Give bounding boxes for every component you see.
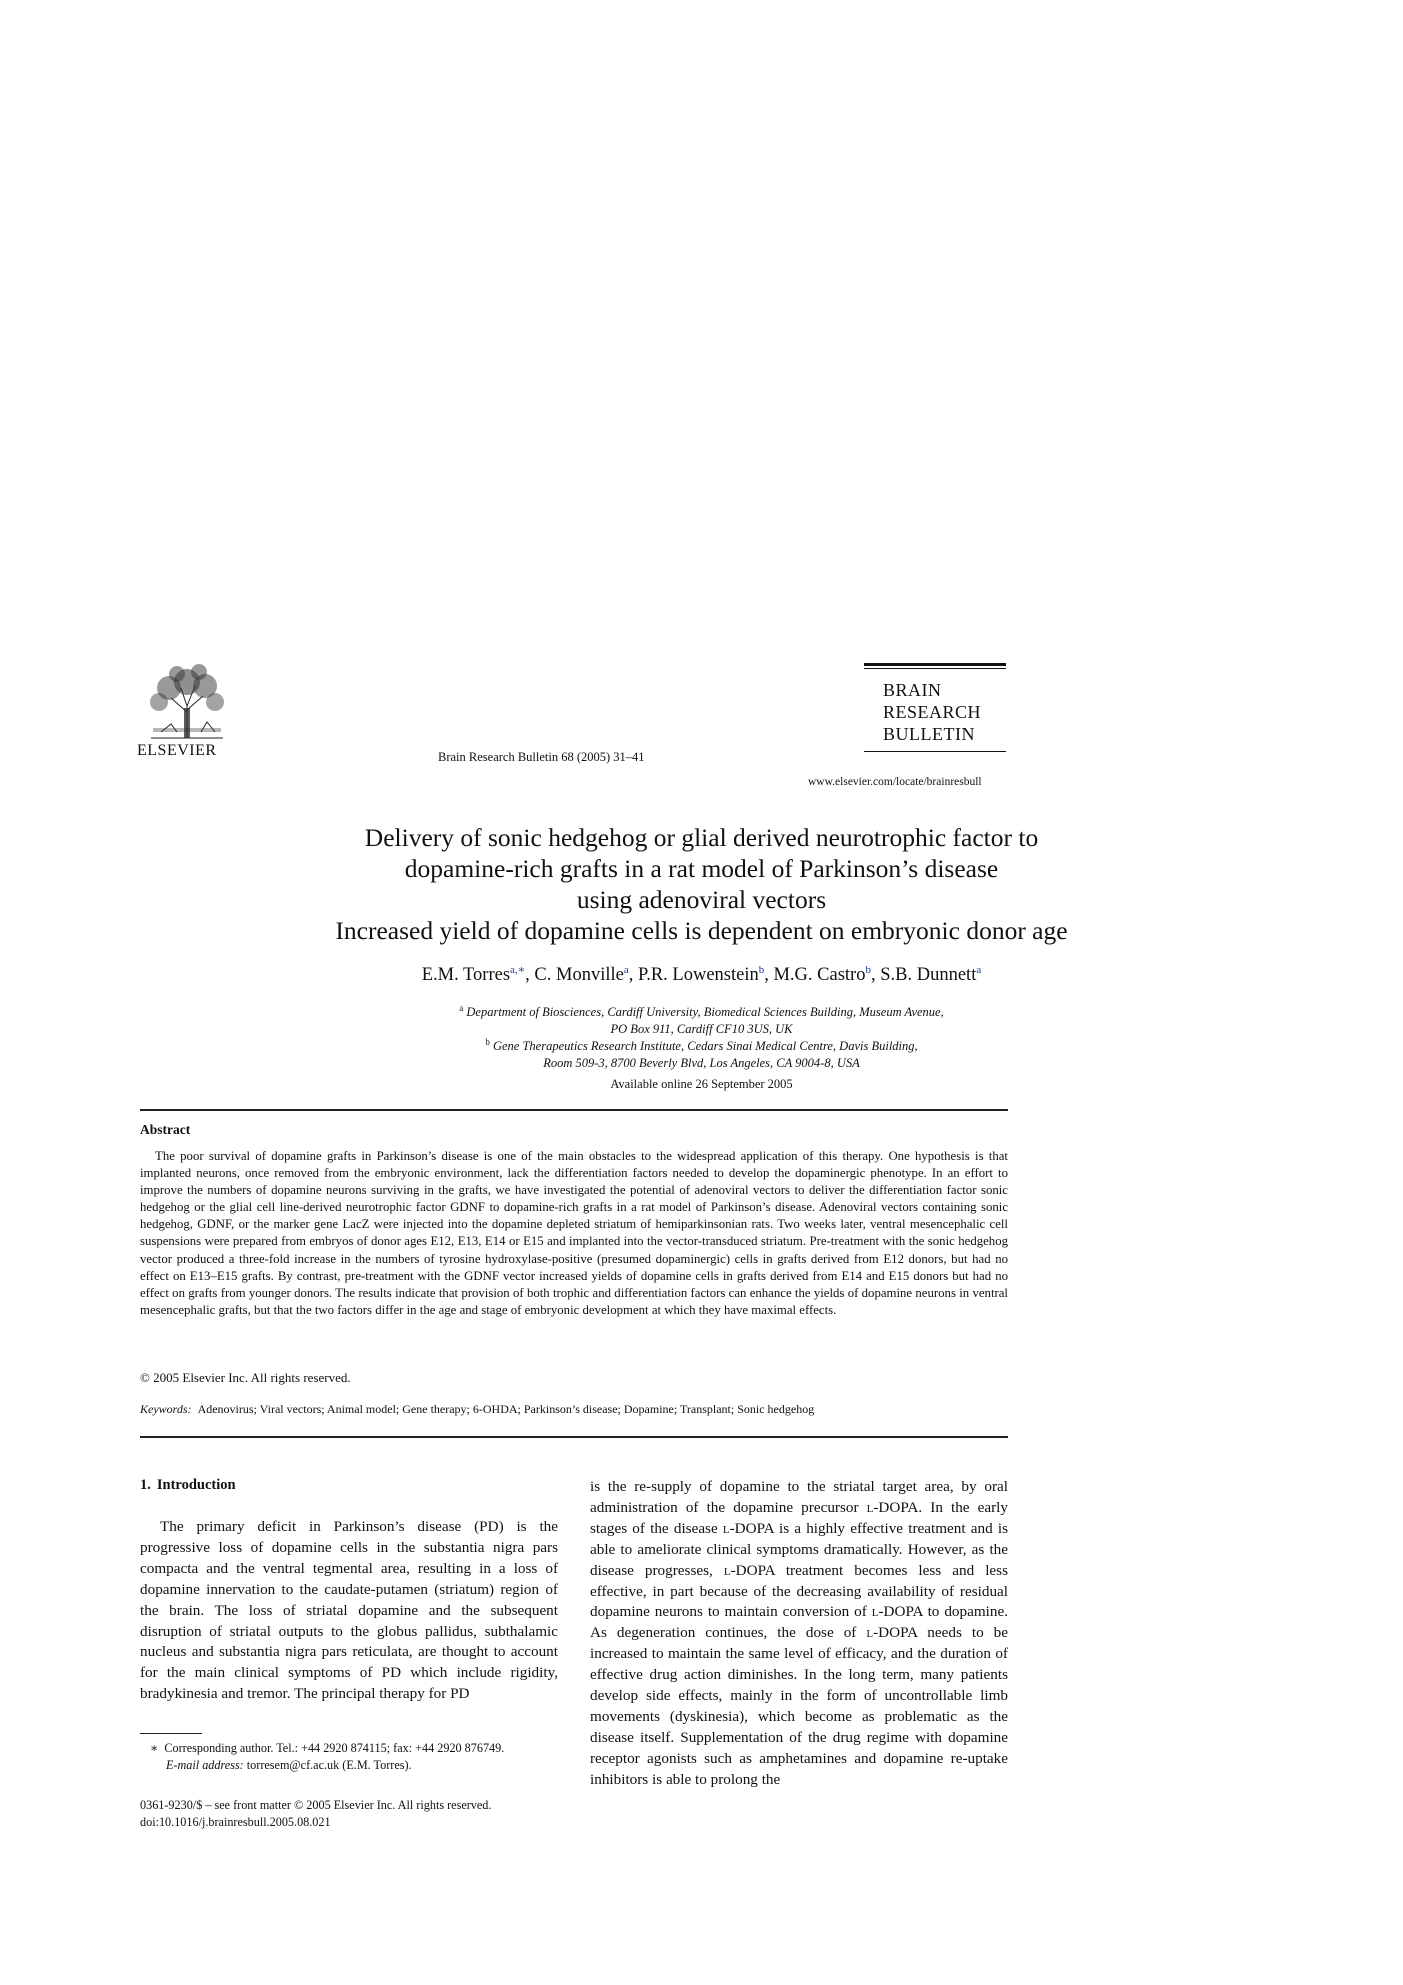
author-name: S.B. Dunnett: [880, 965, 977, 985]
body-text-right-column: is the re-supply of dopamine to the striatal target area, by oral administration of the dopamine precursor l-DOPA. In the early stages of the disease l-DOPA is a highly effective treatment and is able to ameliorate clinical symptoms dramatically. However, as the disease progresses, l-DOPA treatment becomes less and less effective, in part because of the decreasing availability of residual dopamine neurons to maintain conversion of l-DOPA to dopamine. As degeneration continues, the dose of l-DOPA needs to be increased to maintain the same level of efficacy, and the duration of effective drug action diminishes. In the long term, many patients develop side effects, mainly in the form of uncontrollable limb movements (dyskinesia), which become as problematic as the disease itself. Supplementation of the drug regime with dopamine receptor agonists such as amphetamines and dopamine re-uptake inhibitors is able to prolong the: [590, 1478, 1009, 1788]
elsevier-tree-icon: [141, 662, 233, 740]
section-divider: [140, 1436, 1008, 1438]
drug-name: l: [866, 1624, 874, 1642]
section-divider: [140, 1109, 1008, 1111]
drug-name: l: [723, 1561, 731, 1579]
author-name: P.R. Lowenstein: [637, 965, 759, 985]
author-separator: ,: [628, 965, 638, 985]
drug-name: l: [871, 1603, 879, 1621]
journal-title-line: RESEARCH: [883, 702, 982, 722]
journal-masthead: [864, 663, 1006, 752]
email-label: E-mail address:: [166, 1757, 244, 1772]
doi-line[interactable]: doi:10.1016/j.brainresbull.2005.08.021: [140, 1815, 331, 1829]
author-name: E.M. Torres: [421, 965, 511, 985]
footnote-text: Corresponding author. Tel.: +44 2920 874115; fax: +44 2920 876749.: [164, 1741, 505, 1755]
author-affiliation-mark[interactable]: a,∗: [510, 963, 526, 976]
author-separator: ,: [525, 965, 535, 985]
affiliation-text: Department of Biosciences, Cardiff University, Biomedical Sciences Building, Museum Avenue,: [466, 1005, 944, 1019]
issn-line: 0361-9230/$ – see front matter © 2005 Elsevier Inc. All rights reserved.: [140, 1798, 492, 1812]
body-text-left-column: The primary deficit in Parkinson’s disease (PD) is the progressive loss of dopamine cells in the substantia nigra pars compacta and the ventral tegmental area, resulting in a loss of dopamine innervation to the caudate-putamen (striatum) region of the brain. The loss of striatal dopamine and the subsequent disruption of striatal outputs to the globus pallidus, subthalamic nucleus and substantia nigra pars reticulata, are thought to account for the main clinical symptoms of PD which include rigidity, bradykinesia and tremor. The principal therapy for PD: [140, 1518, 558, 1703]
author-affiliation-mark[interactable]: a: [623, 963, 629, 976]
corresponding-author-footnote: [140, 1740, 570, 1773]
footnote-rule: [140, 1733, 202, 1734]
masthead-rule: [864, 751, 1006, 752]
author-affiliation-mark[interactable]: a: [976, 963, 982, 976]
author-name: M.G. Castro: [773, 965, 866, 985]
author-name: C. Monville: [534, 965, 624, 985]
drug-name: l: [866, 1498, 874, 1516]
abstract-text: The poor survival of dopamine grafts in Parkinson’s disease is one of the main obstacles to the widespread application of this therapy. One hypothesis is that implanted neurons, once removed from the embryonic environment, lack the differentiation factors needed to develop the dopaminergic phenotype. In an effort to improve the numbers of dopamine neurons surviving in the grafts, we have investigated the potential of adenoviral vectors to deliver the differentiation factor sonic hedgehog or the glial cell line-derived neurotrophic factor GDNF to dopamine-rich grafts in a rat model of Parkinson’s disease. Adenoviral vectors containing sonic hedgehog, GDNF, or the marker gene LacZ were injected into the dopamine depleted striatum of hemiparkinsonian rats. Two weeks later, ventral mesencephalic cell suspensions were prepared from embryos of donor ages E12, E13, E14 or E15 and implanted into the vector-transduced striatum. Pre-treatment with the sonic hedgehog vector produced a three-fold increase in the numbers of tyrosine hydroxylase-positive (presumed dopaminergic) cells in grafts derived from E12 donors, but had no effect on E13–E15 grafts. By contrast, pre-treatment with the GDNF vector increased yields of dopamine cells in grafts derived from E14 and E15 donors but had no effect on grafts from younger donors. The results indicate that provision of both trophic and differentiation factors can enhance the yields of dopamine neurons in ventral mesencephalic grafts, but that the two factors differ in the age and stage of embryonic development at which they have maximal effects.: [140, 1149, 1008, 1317]
affiliation-mark: a: [459, 1002, 464, 1013]
drug-name: l: [722, 1519, 730, 1537]
abstract-heading: Abstract: [140, 1122, 191, 1137]
affiliation-text: PO Box 911, Cardiff CF10 3US, UK: [610, 1022, 793, 1036]
journal-url[interactable]: www.elsevier.com/locate/brainresbull: [808, 776, 982, 788]
affiliation-text: Gene Therapeutics Research Institute, Cedars Sinai Medical Centre, Davis Building,: [492, 1039, 918, 1053]
title-line: using adenoviral vectors: [576, 885, 827, 914]
keywords-label: Keywords:: [140, 1402, 192, 1416]
keywords: [140, 1402, 814, 1417]
journal-title-line: BULLETIN: [883, 724, 975, 744]
section-title: Introduction: [156, 1477, 236, 1493]
author-separator: ,: [764, 965, 774, 985]
affiliations: [120, 1004, 1283, 1072]
publisher-name: ELSEVIER: [137, 742, 217, 759]
affiliation-text: Room 509-3, 8700 Beverly Blvd, Los Angeles, CA 9004-8, USA: [543, 1056, 860, 1070]
masthead-rule: [864, 663, 1006, 666]
author-affiliation-mark[interactable]: b: [758, 963, 765, 976]
title-line: dopamine-rich grafts in a rat model of Parkinson’s disease: [404, 854, 999, 883]
available-online-date: Available online 26 September 2005: [610, 1077, 793, 1091]
affiliation-mark: b: [485, 1036, 490, 1047]
keywords-text: Adenovirus; Viral vectors; Animal model; Gene therapy; 6-OHDA; Parkinson’s disease; Dopamine; Transplant; Sonic hedgehog: [197, 1402, 815, 1416]
title-line: Delivery of sonic hedgehog or glial derived neurotrophic factor to: [364, 823, 1039, 852]
section-number: 1.: [140, 1477, 151, 1493]
email-address[interactable]: torresem@cf.ac.uk (E.M. Torres).: [246, 1757, 412, 1772]
author-affiliation-mark[interactable]: b: [865, 963, 871, 976]
article-metadata: [140, 1797, 491, 1831]
journal-citation: Brain Research Bulletin 68 (2005) 31–41: [438, 750, 645, 764]
section-heading: [140, 1477, 242, 1494]
author-separator: ,: [870, 965, 881, 985]
footnote-mark: ∗: [150, 1741, 159, 1755]
journal-title-line: BRAIN: [883, 680, 942, 700]
subtitle-line: Increased yield of dopamine cells is dependent on embryonic donor age: [335, 916, 1068, 945]
article-title: [120, 822, 1283, 946]
copyright-notice: © 2005 Elsevier Inc. All rights reserved.: [140, 1370, 351, 1385]
masthead-rule: [864, 668, 1006, 669]
author-list: [120, 965, 1283, 986]
publisher-logo: [137, 662, 237, 760]
